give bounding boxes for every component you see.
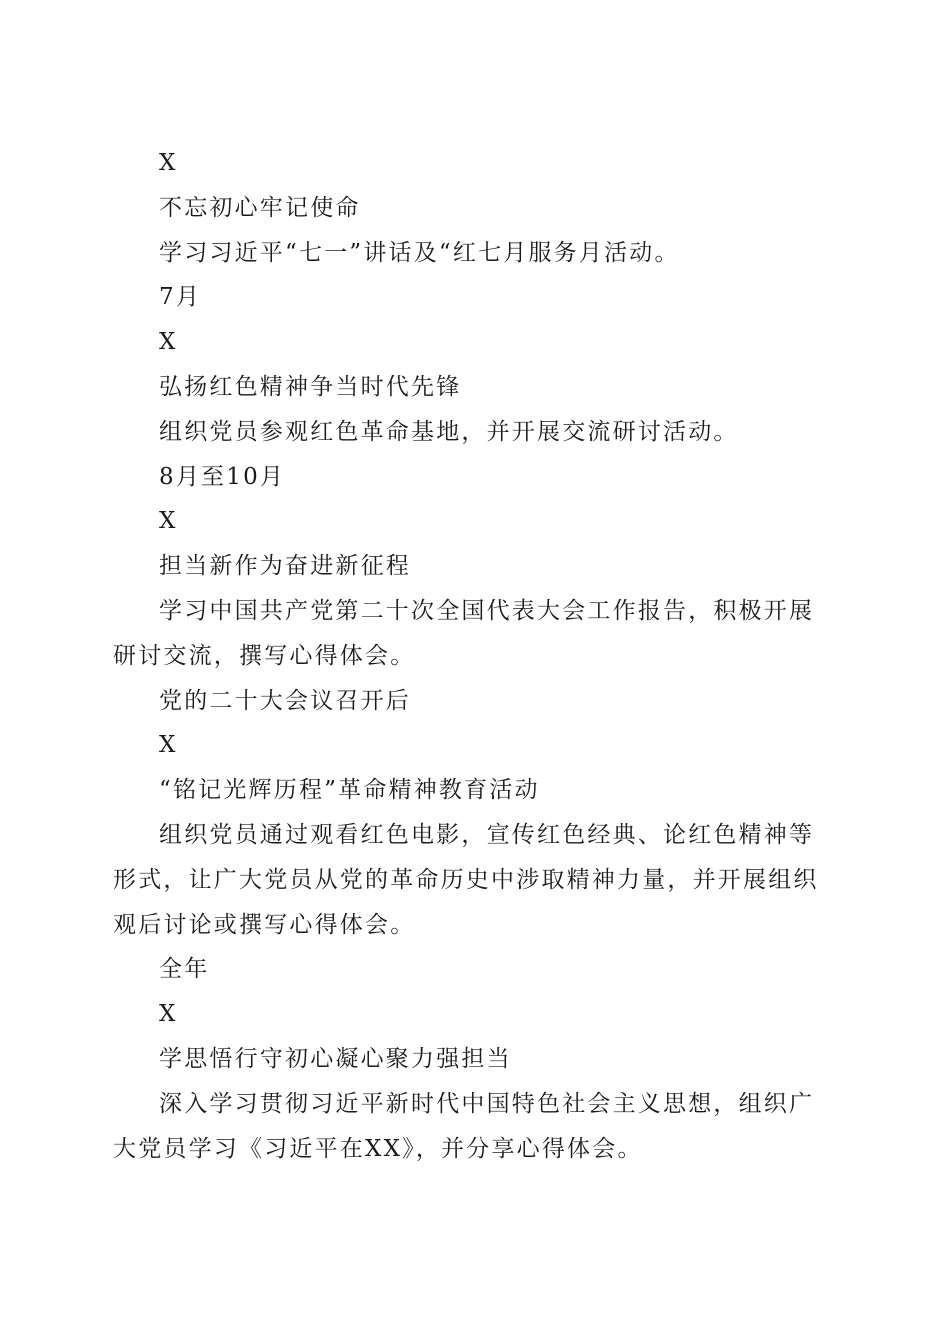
responsible-person: X [159, 1001, 178, 1028]
activity-title: 不忘初心牢记使命 [159, 194, 361, 221]
responsible-person: X [159, 329, 178, 356]
activity-time: 党的二十大会议召开后 [159, 687, 411, 714]
activity-title: “铭记光辉历程”革命精神教育活动 [159, 777, 540, 804]
activity-time: 全年 [159, 956, 210, 983]
activity-title: 学思悟行守初心凝心聚力强担当 [159, 1045, 512, 1072]
activity-title: 担当新作为奋进新征程 [159, 553, 411, 580]
activity-title: 弘扬红色精神争当时代先锋 [159, 373, 462, 400]
document-body [113, 141, 825, 1171]
responsible-person: X [159, 508, 178, 535]
activity-description: 学习习近平“七一”讲话及“红七月服务月活动。 [159, 239, 680, 266]
activity-time: 8月至10月 [159, 463, 286, 490]
responsible-person: X [159, 732, 178, 759]
responsible-person: X [159, 150, 178, 176]
activity-description: 组织党员通过观看红色电影，宣传红色经典、论红色精神等形式，让广大党员从党的革命历史中涉取精神力量，并开展组织观后讨论或撰写心得体会。 [113, 821, 819, 938]
activity-description: 学习中国共产党第二十次全国代表大会工作报告，积极开展研讨交流，撰写心得体会。 [113, 597, 815, 669]
activity-time: 7月 [159, 284, 202, 311]
activity-description: 深入学习贯彻习近平新时代中国特色社会主义思想，组织广大党员学习《习近平在XX》，并分享心得体会。 [113, 1090, 815, 1162]
activity-description: 组织党员参观红色革命基地，并开展交流研讨活动。 [159, 418, 739, 445]
